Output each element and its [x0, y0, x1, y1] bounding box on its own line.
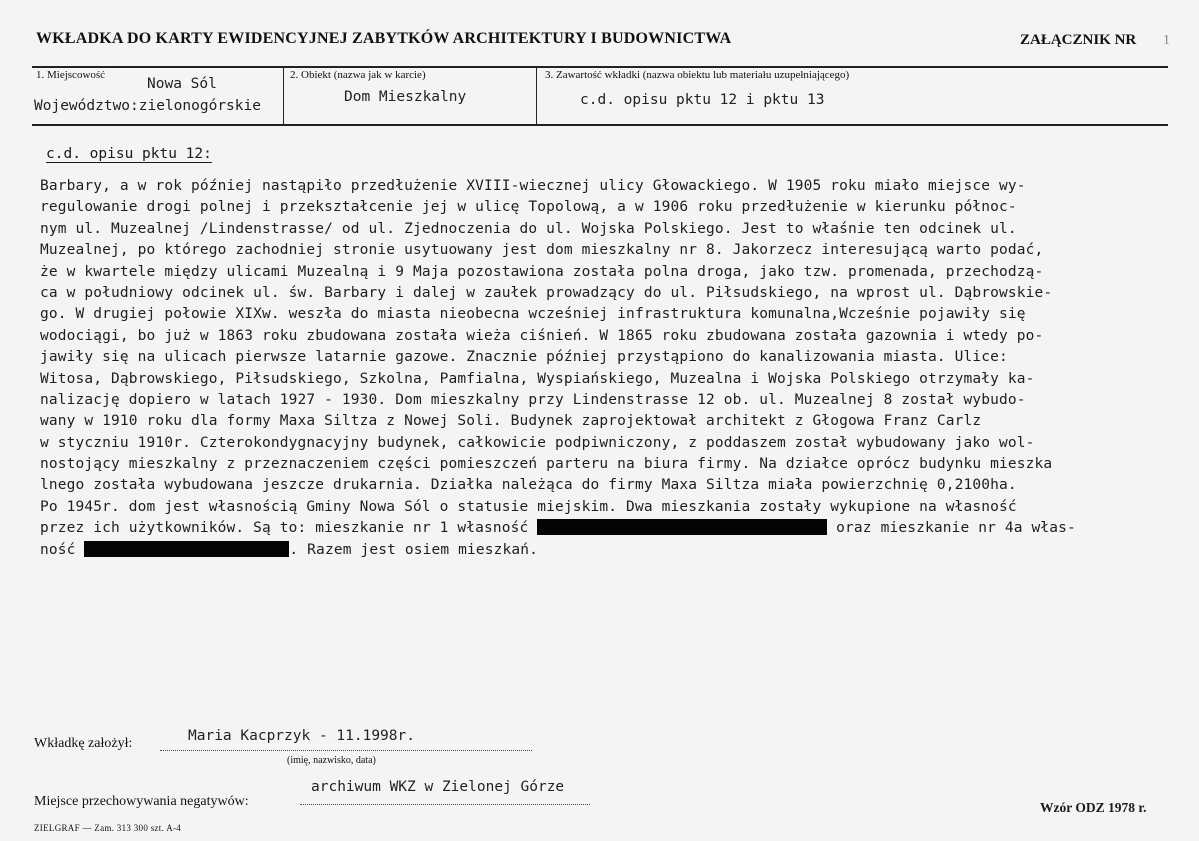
body-line: [40, 540, 1076, 561]
body-text: [40, 176, 1076, 561]
body-line: nostojący mieszkalny z przeznaczeniem części pomieszczeń parteru na biura firmy. Na działce oprócz budynku mieszka: [40, 456, 1053, 473]
redaction-bar: [84, 541, 289, 557]
header-divider-1: [283, 66, 284, 124]
body-line: [40, 518, 1076, 539]
header-top-rule: [32, 66, 1168, 68]
redaction-bar: [537, 519, 827, 535]
storage-label: Miejsce przechowywania negatywów:: [34, 794, 249, 809]
body-line: nalizację dopiero w latach 1927 - 1930. Dom mieszkalny przy Lindenstrasse 12 ob. ul. Muzealnej 8 został wybudo-: [40, 391, 1026, 408]
field-2-value: Dom Mieszkalny: [344, 89, 467, 105]
field-3-value: c.d. opisu pktu 12 i pktu 13: [580, 92, 825, 108]
body-line: lnego została wybudowana jeszcze drukarnia. Działka należąca do firmy Maxa Siltza miała powierzchnię 0,2100ha.: [40, 477, 1017, 494]
header-bottom-rule: [32, 124, 1168, 126]
body-line: go. W drugiej połowie XIXw. weszła do miasta nieobecna wcześniej infrastruktura komunalna,Wcześnie pojawiły się: [40, 306, 1026, 323]
body-line: że w kwartele między ulicami Muzealną i 9 Maja pozostawiona została polna droga, jako tzw. promenada, przechodzą-: [40, 263, 1044, 280]
form-title: WKŁADKA DO KARTY EWIDENCYJNEJ ZABYTKÓW ARCHITEKTURY I BUDOWNICTWA: [36, 30, 732, 47]
created-by-label: Wkładkę założył:: [34, 736, 133, 751]
storage-value: archiwum WKZ w Zielonej Górze: [311, 779, 565, 795]
created-by-hint: (imię, nazwisko, data): [287, 755, 376, 766]
form-version-label: Wzór ODZ 1978 r.: [1040, 800, 1147, 815]
body-line: Muzealnej, po którego zachodniej stronie usytuowany jest dom mieszkalny nr 8. Jakorzecz interesującą warto podać,: [40, 242, 1044, 259]
body-line-text: oraz mieszkanie nr 4a włas-: [836, 520, 1076, 537]
field-1-value-2: Województwo:zielonogórskie: [34, 98, 261, 114]
body-line: wany w 1910 roku dla formy Maxa Siltza z Nowej Soli. Budynek zaprojektował architekt z Głogowa Franz Carlz: [40, 413, 982, 430]
body-line: ca w południowy odcinek ul. św. Barbary i dalej w zaułek prowadzący do ul. Piłsudskiego, na wprost ul. Dąbrowskie-: [40, 284, 1053, 301]
body-line-text: . Razem jest osiem mieszkań.: [289, 541, 539, 558]
body-line: Witosa, Dąbrowskiego, Piłsudskiego, Szkolna, Pamfialna, Wyspiańskiego, Muzealna i Wojska Polskiego otrzymały ka-: [40, 370, 1035, 387]
body-line: Barbary, a w rok później nastąpiło przedłużenie XVIII-wiecznej ulicy Głowackiego. W 1905 roku miało miejsce wy-: [40, 178, 1026, 194]
created-by-line: [160, 750, 532, 751]
header-divider-2: [536, 66, 537, 124]
body-line-text: przez ich użytkowników. Są to: mieszkanie nr 1 własność: [40, 520, 529, 537]
body-line: jawiły się na ulicach pierwsze latarnie gazowe. Znacznie później przystąpiono do kanalizowania miasta. Ulice:: [40, 349, 1008, 366]
annex-number: 1: [1163, 33, 1170, 48]
body-line: nym ul. Muzealnej /Lindenstrasse/ od ul. Zjednoczenia do ul. Wojska Polskiego. Jest to właśnie ten odcinek ul.: [40, 220, 1017, 237]
field-1-value: Nowa Sól: [147, 76, 217, 92]
annex-label: ZAŁĄCZNIK NR: [1020, 32, 1137, 48]
body-line-text: ność: [40, 541, 76, 558]
body-line: w styczniu 1910r. Czterokondygnacyjny budynek, całkowicie podpiwniczony, z poddaszem został wybudowany jako wol-: [40, 434, 1035, 451]
section-heading: c.d. opisu pktu 12:: [46, 146, 212, 162]
body-line: wodociągi, bo już w 1863 roku zbudowana została wieża ciśnień. W 1865 roku zbudowana została gazownia i wtedy po-: [40, 327, 1044, 344]
field-3-label: 3. Zawartość wkładki (nazwa obiektu lub materiału uzupełniającego): [545, 69, 850, 81]
field-2-label: 2. Obiekt (nazwa jak w karcie): [290, 69, 426, 81]
field-1-label: 1. Miejscowość: [36, 69, 106, 81]
body-line: regulowanie drogi polnej i przekształcenie jej w ulicę Topolową, a w 1906 roku przedłużenie w kierunku północ-: [40, 199, 1017, 216]
body-line: Po 1945r. dom jest własnością Gminy Nowa Sól o statusie miejskim. Dwa mieszkania zostały wykupione na własność: [40, 498, 1017, 515]
created-by-value: Maria Kacprzyk - 11.1998r.: [188, 728, 415, 744]
printer-label: ZIELGRAF — Zam. 313 300 szt. A-4: [34, 823, 182, 833]
storage-line: [300, 804, 590, 805]
